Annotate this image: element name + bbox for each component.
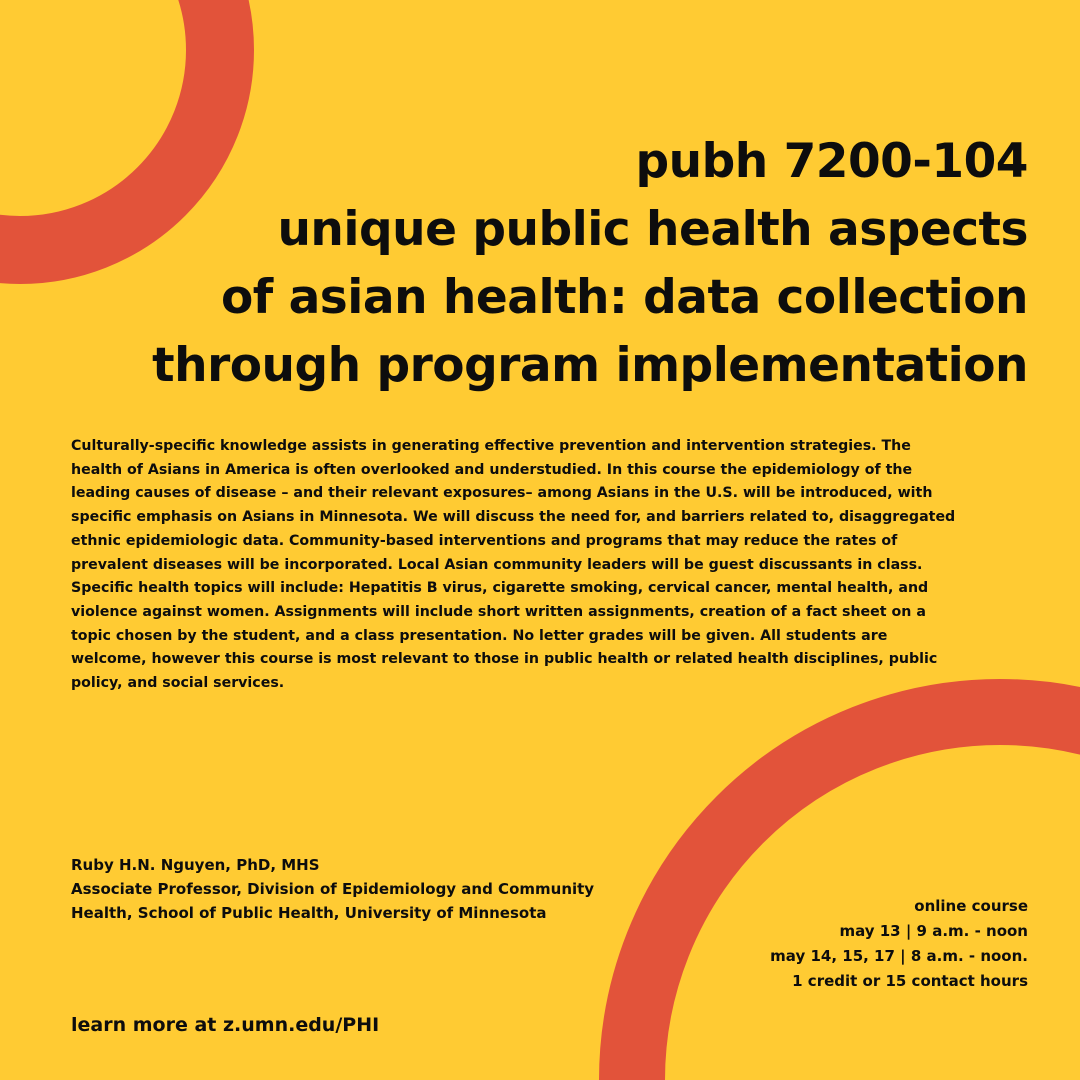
- title-line-2: unique public health aspects: [277, 202, 1028, 257]
- title-line-3: of asian health: data collection: [220, 270, 1028, 325]
- course-credits: 1 credit or 15 contact hours: [792, 972, 1028, 990]
- course-title: [28, 128, 1028, 400]
- course-date-2: may 14, 15, 17 | 8 a.m. - noon.: [770, 947, 1028, 965]
- instructor-info: [71, 853, 631, 925]
- instructor-name: Ruby H.N. Nguyen, PhD, MHS: [71, 856, 320, 874]
- course-date-1: may 13 | 9 a.m. - noon: [839, 922, 1028, 940]
- course-details: [668, 894, 1028, 994]
- course-format: online course: [914, 897, 1028, 915]
- title-line-4: through program implementation: [152, 338, 1028, 393]
- course-description: Culturally-specific knowledge assists in generating effective prevention and intervention strategies. The health of Asians in America is often overlooked and understudied. In this course the epidemiology of the leading causes of disease – and their relevant exposures– among Asians in the U.S. will be introduced, with specific emphasis on Asians in Minnesota. We will discuss the need for, and barriers related to, disaggregated ethnic epidemiologic data. Community-based interventions and programs that may reduce the rates of prevalent diseases will be incorporated. Local Asian community leaders will be guest discussants in class. Specific health topics will include: Hepatitis B virus, cigarette smoking, cervical cancer, mental health, and violence against women. Assignments will include short written assignments, creation of a fact sheet on a topic chosen by the student, and a class presentation. No letter grades will be given. All students are welcome, however this course is most relevant to those in public health or related health disciplines, public policy, and social services.: [71, 438, 956, 692]
- instructor-title: Associate Professor, Division of Epidemiology and Community Health, School of Public Health, University of Minnesota: [71, 880, 595, 922]
- learn-more-link[interactable]: learn more at z.umn.edu/PHI: [71, 1014, 380, 1036]
- title-line-course-code: pubh 7200-104: [635, 134, 1028, 189]
